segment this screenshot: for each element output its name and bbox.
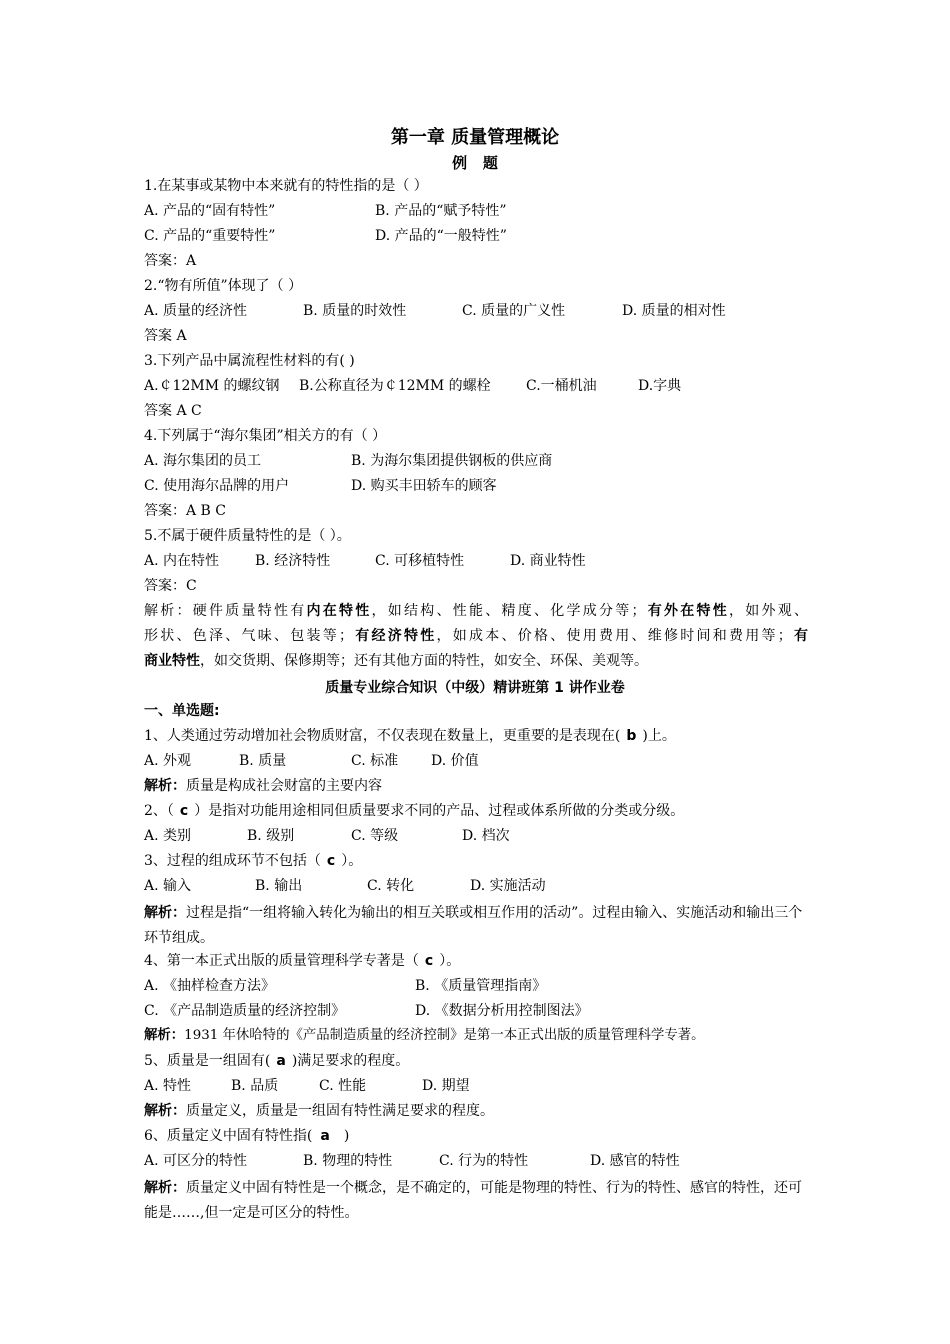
answer-letter: b	[626, 728, 637, 744]
option-a: A. 内在特性	[144, 553, 220, 569]
homework-q6-stem	[144, 1126, 349, 1146]
analysis-text: ，如结构、性能、精度、化学成分等；	[371, 603, 646, 619]
option-b: B. 物理的特性	[303, 1153, 393, 1169]
option-b: B. 品质	[231, 1078, 279, 1094]
option-b: B. 质量的时效性	[303, 303, 407, 319]
example-4-answer: 答案：A B C	[144, 503, 227, 519]
option-c: C. 产品的“重要特性”	[144, 228, 276, 244]
option-c: C. 行为的特性	[439, 1153, 529, 1169]
option-c: C. 可移植特性	[375, 553, 465, 569]
option-b: B. 级别	[247, 828, 295, 844]
stem-text: 1、人类通过劳动增加社会物质财富，不仅表现在数量上，更重要的是表现在(	[144, 728, 621, 744]
analysis-label: 解析：	[144, 778, 186, 794]
stem-text: 5、质量是一组固有(	[144, 1053, 271, 1069]
option-d: D. 购买丰田轿车的顾客	[351, 478, 497, 494]
example-5-answer: 答案：C	[144, 578, 197, 594]
option-b: B. 产品的“赋予特性”	[375, 203, 507, 219]
answer-letter: c	[179, 803, 189, 819]
example-5-options	[144, 551, 808, 571]
homework-q2-options	[144, 826, 808, 846]
examples-title: 例 题	[452, 154, 498, 172]
example-3-answer: 答案 A C	[144, 403, 202, 419]
example-4-options-row2	[144, 476, 808, 496]
option-a: A. 输入	[144, 878, 192, 894]
example-2-stem: 2.“物有所值”体现了（ ）	[144, 278, 303, 294]
example-4-stem: 4.下列属于“海尔集团”相关方的有（ ）	[144, 428, 387, 444]
example-2-answer: 答案 A	[144, 328, 187, 344]
homework-q6-options	[144, 1151, 808, 1171]
stem-text: )上。	[642, 728, 676, 744]
answer-letter: a	[320, 1128, 330, 1144]
option-d: D. 价值	[431, 753, 479, 769]
homework-q1-stem	[144, 726, 676, 746]
option-b: B. 经济特性	[255, 553, 331, 569]
example-1-options-row1	[144, 201, 808, 221]
option-d: D. 实施活动	[470, 878, 546, 894]
option-d: D. 《数据分析用控制图法》	[415, 1003, 589, 1019]
answer-letter: c	[326, 853, 336, 869]
option-a: A. 可区分的特性	[144, 1153, 248, 1169]
stem-text: ）是指对功能用途相同但质量要求不同的产品、过程或体系所做的分类或分级。	[194, 803, 685, 819]
option-a: A. 外观	[144, 753, 192, 769]
analysis-text: 1931 年休哈特的《产品制造质量的经济控制》是第一本正式出版的质量管理科学专著。	[184, 1028, 705, 1043]
answer-letter: c	[424, 953, 434, 969]
stem-text: )满足要求的程度。	[291, 1053, 410, 1069]
option-d: D. 质量的相对性	[622, 303, 726, 319]
stem-text: 6、质量定义中固有特性指(	[144, 1128, 313, 1144]
analysis-text: ，如成本、价格、使用费用、维修时间和费用等；	[436, 628, 792, 644]
option-c: C. 转化	[367, 878, 415, 894]
chapter-title: 第一章 质量管理概论	[390, 127, 560, 148]
analysis-label: 解析：	[144, 1103, 186, 1119]
stem-text: )	[343, 1128, 350, 1144]
example-5-analysis-line2: 形状、色泽、气味、包装等；有经济特性，如成本、价格、使用费用、维修时间和费用等；有	[144, 628, 808, 644]
example-3-stem: 3.下列产品中属流程性材料的有( )	[144, 353, 355, 369]
example-5-analysis-line3: 商业特性，如交货期、保修期等；还有其他方面的特性，如安全、环保、美观等。	[144, 653, 648, 669]
homework-title: 质量专业综合知识（中级）精讲班第 1 讲作业卷	[325, 680, 625, 696]
stem-text: 4、第一本正式出版的质量管理科学专著是（	[144, 953, 419, 969]
homework-q5-stem	[144, 1051, 409, 1071]
homework-q3-options	[144, 876, 808, 896]
homework-q4-options-row1	[144, 976, 808, 996]
stem-text: ）。	[341, 853, 363, 869]
section-single-choice: 一、单选题:	[144, 703, 220, 719]
homework-q3-analysis	[144, 901, 808, 951]
homework-q5-analysis	[144, 1101, 494, 1121]
option-b: B.公称直径为￠12MM 的螺栓	[299, 378, 491, 394]
option-c: C. 《产品制造质量的经济控制》	[144, 1003, 346, 1019]
analysis-text: 质量定义中固有特性是一个概念，是不确定的，可能是物理的特性、行为的特性、感官的特性，还可能是……,但一定是可区分的特性。	[144, 1180, 802, 1221]
analysis-bold: 有外在特性	[645, 603, 729, 619]
option-c: C. 等级	[351, 828, 399, 844]
option-a: A. 质量的经济性	[144, 303, 248, 319]
option-d: D. 期望	[422, 1078, 470, 1094]
option-a: A. 类别	[144, 828, 192, 844]
analysis-bold: 内在特性	[306, 603, 372, 619]
stem-text: 3、过程的组成环节不包括（	[144, 853, 321, 869]
example-1-options-row2	[144, 226, 808, 246]
analysis-label: 解析：	[144, 1028, 185, 1043]
homework-q1-analysis	[144, 776, 382, 796]
homework-q3-stem	[144, 851, 362, 871]
option-c: C. 使用海尔品牌的用户	[144, 478, 290, 494]
analysis-label: 解析：	[144, 1180, 186, 1196]
option-a: A. 《抽样检查方法》	[144, 978, 276, 994]
homework-q4-options-row2	[144, 1001, 808, 1021]
option-c: C. 标准	[351, 753, 399, 769]
stem-text: 2、（	[144, 803, 174, 819]
analysis-text: 解析：硬件质量特性有	[144, 603, 307, 619]
homework-q2-stem	[144, 801, 684, 821]
option-d: D. 产品的“一般特性”	[375, 228, 507, 244]
example-3-options	[144, 376, 808, 396]
option-a: A. 海尔集团的员工	[144, 453, 262, 469]
stem-text: ）。	[439, 953, 461, 969]
answer-letter: a	[276, 1053, 286, 1069]
homework-q5-options	[144, 1076, 808, 1096]
analysis-text: 质量是构成社会财富的主要内容	[186, 778, 382, 794]
analysis-text: 过程是指“一组将输入转化为输出的相互关联或相互作用的活动”。过程由输入、实施活动和输出三个环节组成。	[144, 905, 803, 946]
option-c: C. 质量的广义性	[462, 303, 566, 319]
option-d: D. 档次	[462, 828, 510, 844]
example-5-stem: 5.不属于硬件质量特性的是（ ）。	[144, 528, 351, 544]
example-2-options	[144, 301, 808, 321]
homework-q4-analysis	[144, 1026, 705, 1046]
homework-q1-options	[144, 751, 808, 771]
option-c: C.一桶机油	[526, 378, 597, 394]
option-d: D. 感官的特性	[590, 1153, 680, 1169]
example-4-options-row1	[144, 451, 808, 471]
example-1-stem: 1.在某事或某物中本来就有的特性指的是（ ）	[144, 178, 428, 194]
option-a: A. 特性	[144, 1078, 192, 1094]
homework-q6-analysis	[144, 1176, 808, 1226]
option-b: B. 质量	[239, 753, 287, 769]
analysis-bold: 有经济特性	[353, 628, 437, 644]
option-d: D. 商业特性	[510, 553, 586, 569]
option-b: B. 《质量管理指南》	[415, 978, 547, 994]
option-b: B. 为海尔集团提供钢板的供应商	[351, 453, 553, 469]
analysis-text: ，如交货期、保修期等；还有其他方面的特性，如安全、环保、美观等。	[200, 653, 648, 669]
example-5-analysis-line1: 解析：硬件质量特性有内在特性，如结构、性能、精度、化学成分等；有外在特性，如外观、	[144, 603, 808, 619]
option-d: D.字典	[638, 378, 682, 394]
analysis-label: 解析：	[144, 905, 186, 921]
analysis-text: 质量定义，质量是一组固有特性满足要求的程度。	[186, 1103, 494, 1119]
homework-q4-stem	[144, 951, 460, 971]
option-c: C. 性能	[319, 1078, 367, 1094]
option-a: A.￠12MM 的螺纹钢	[144, 378, 280, 394]
option-a: A. 产品的“固有特性”	[144, 203, 276, 219]
option-b: B. 输出	[255, 878, 303, 894]
example-1-answer: 答案：A	[144, 253, 197, 269]
